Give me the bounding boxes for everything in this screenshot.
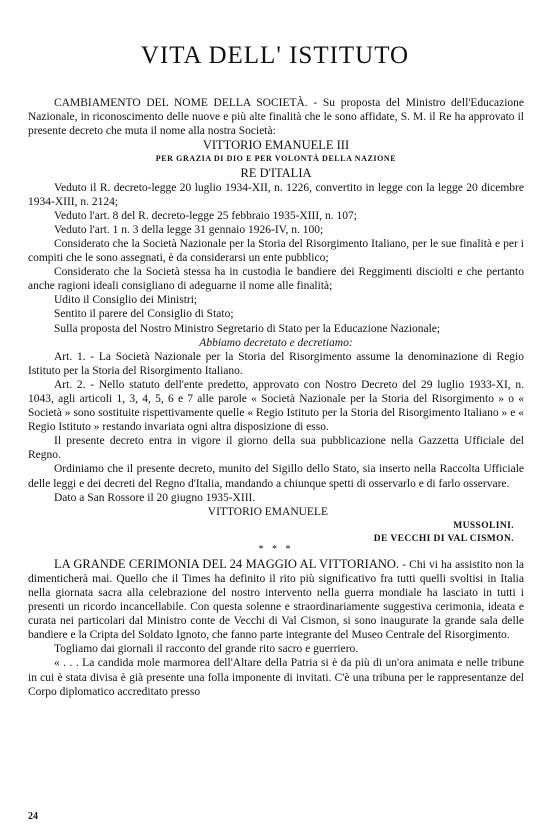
preamble-item: Considerato che la Società Nazionale per la Storia del Risorgimento Italiano, per le sue finalità e per i compiti che le sono assegnati, è da considerarsi un ente pubblico; <box>28 237 524 265</box>
effect-clause: Il presente decreto entra in vigore il giorno della sua pubblicazione nella Gazzetta Ufficiale del Regno. <box>28 435 524 462</box>
preamble-item: Sulla proposta del Nostro Ministro Segretario di Stato per la Educazione Nazionale; <box>54 322 441 335</box>
preamble-item: Veduto il R. decreto-legge 20 luglio 1934-XII, n. 1226, convertito in legge con la legge 20 dicembre 1934-XIII, n. 2124; <box>28 181 524 208</box>
ceremony-lead: LA GRANDE CERIMONIA DEL 24 MAGGIO AL VITTORIANO. <box>54 556 400 571</box>
king-grace: PER GRAZIA DI DIO E PER VOLONTÀ DELLA NAZIONE <box>155 154 397 164</box>
ceremony-paragraph <box>28 557 524 643</box>
ceremony-paragraph-3: « . . . La candida mole marmorea dell'Altare della Patria si è da più di un'ora animata e nelle tribune in cui è stata divisa è già presente una folla imponente di invitati. C'è una tribuna per le rappresentanze del Corpo diplomatico accreditato presso <box>28 657 524 698</box>
preamble-item: Udito il Consiglio dei Ministri; <box>54 294 198 307</box>
decreed-line: Abbiamo decretato e decretiamo: <box>199 336 353 349</box>
body-text <box>28 96 524 699</box>
signature-de-vecchi: DE VECCHI DI VAL CISMON. <box>373 533 514 544</box>
section-separator: * * * <box>258 543 294 555</box>
preamble-item: Sentito il parere del Consiglio di Stato; <box>54 308 234 321</box>
intro-paragraph <box>28 96 524 138</box>
article-1: Art. 1. - La Società Nazionale per la Storia del Risorgimento assume la denominazione di Regio Istituto per la Storia del Risorgimento Italiano. <box>28 350 524 377</box>
king-realm: RE D'ITALIA <box>240 166 312 181</box>
signatures <box>28 505 524 544</box>
page-title: VITA DELL' ISTITUTO <box>140 42 410 69</box>
king-name: VITTORIO EMANUELE III <box>202 138 350 153</box>
intro-lead: CAMBIAMENTO DEL NOME DELLA SOCIETÀ. <box>54 97 308 109</box>
intro-text: - Su proposta del Ministro dell'Educazione Nazionale, in riconoscimento delle nuove e più alte finalità che le sono affidate, S. M. il Re ha approvato il presente decreto che muta il nome alla nostra Società: <box>28 97 524 138</box>
ceremony-paragraph-2: Togliamo dai giornali il racconto del grande rito sacro e guerriero. <box>54 643 359 656</box>
dated-line: Dato a San Rossore il 20 giugno 1935-XIII. <box>54 491 256 504</box>
preamble-item: Veduto l'art. 8 del R. decreto-legge 25 febbraio 1935-XIII, n. 107; <box>54 209 357 222</box>
ceremony-text: - Chi vi ha assistito non la dimenticherà mai. Quello che il Times ha definito il rito più significativo fra tutti quelli svoltisi in Italia nella giornata sacra alla celebrazione del nostro intervento nella guerra mondiale ha lasciato in tutti i presenti un ricordo incancellabile. Con questa solenne e straordinariamente suggestiva cerimonia, ideata e curata nei particolari dal Ministro conte de Vecchi di Val Cismon, si sono inaugurate la grande sala delle bandiere e la Cripta del Soldato Ignoto, che fanno parte integrante del Museo Centrale del Risorgimento. <box>28 558 524 642</box>
signature-king: VITTORIO EMANUELE <box>207 505 328 518</box>
page-number: 24 <box>28 811 38 822</box>
article-2: Art. 2. - Nello statuto dell'ente predetto, approvato con Nostro Decreto del 29 luglio 1933-XI, n. 1043, agli articoli 1, 3, 4, 5, 6 e 7 alle parole « Società Nazionale per la Storia del Risorgimento » o « Società » sono sostituite rispettivamente quelle « Regio Istituto per la Storia del Risorgimento Italiano » e « Regio Istituto » restando invariata ogni altra disposizione di esso. <box>28 378 524 434</box>
signature-mussolini: MUSSOLINI. <box>453 520 514 531</box>
order-clause: Ordiniamo che il presente decreto, munito del Sigillo dello Stato, sia inserto nella Raccolta Ufficiale delle leggi e dei decreti del Regno d'Italia, mandando a chiunque spetti di osservarlo e di farlo osservare. <box>28 463 524 490</box>
preamble-item: Considerato che la Società stessa ha in custodia le bandiere dei Reggimenti disciolti e che pertanto anche ragioni ideali consigliano di adeguarne il nome alle finalità; <box>28 266 524 293</box>
preamble-item: Veduto l'art. 1 n. 3 della legge 31 gennaio 1926-IV, n. 100; <box>54 223 324 236</box>
